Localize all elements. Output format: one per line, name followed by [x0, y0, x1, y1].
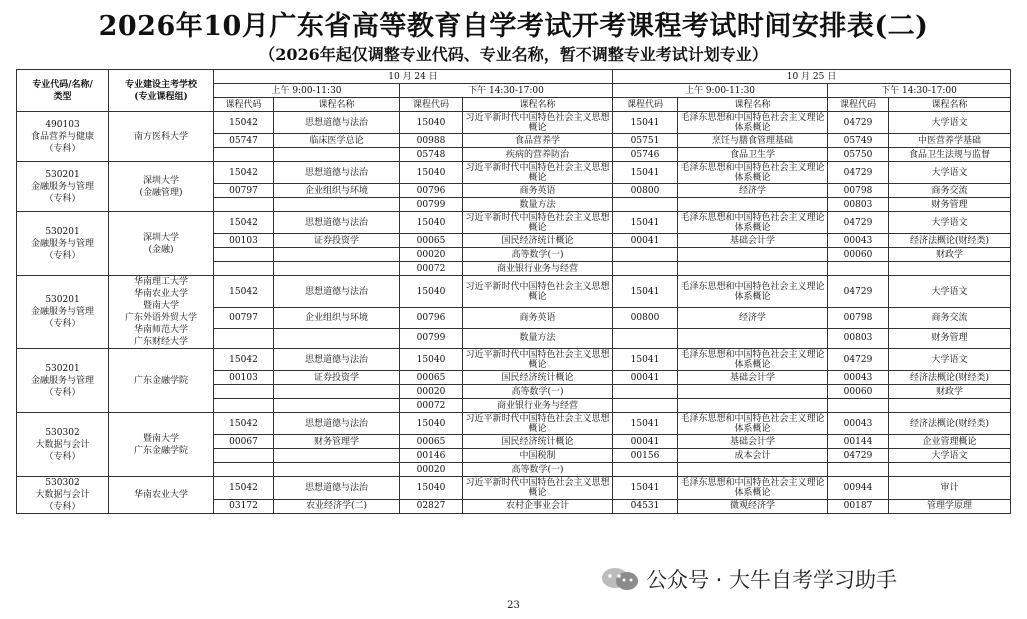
course-name-cell: 思想道德与法治 [274, 276, 400, 308]
course-name-cell: 高等数学(一) [463, 385, 613, 399]
course-name-cell: 大学语文 [889, 162, 1011, 184]
course-code-cell: 00187 [828, 499, 889, 513]
course-code-cell: 00803 [828, 328, 889, 348]
school-cell: 深圳大学 (金融管理) [109, 162, 214, 212]
course-code-cell: 05749 [828, 134, 889, 148]
course-code-cell: 15042 [214, 477, 274, 500]
course-code-cell [828, 262, 889, 276]
course-code-cell: 00799 [400, 328, 463, 348]
course-code-cell [613, 463, 678, 477]
major-cell: 490103 食品营养与健康 （专科） [17, 112, 109, 162]
document-title: 2026年10月广东省高等教育自学考试开考课程考试时间安排表(二) [98, 11, 929, 42]
course-name-cell: 证券投资学 [274, 234, 400, 248]
course-name-cell [678, 385, 828, 399]
course-name-cell: 大学语文 [889, 212, 1011, 234]
course-code-cell: 00800 [613, 308, 678, 328]
course-name-cell: 中国税制 [463, 449, 613, 463]
course-code-cell: 00065 [400, 435, 463, 449]
course-name-cell [889, 399, 1011, 413]
course-name-cell: 经济学 [678, 308, 828, 328]
course-code-cell: 03172 [214, 499, 274, 513]
course-code-cell: 15041 [613, 276, 678, 308]
course-name-cell: 财政学 [889, 248, 1011, 262]
course-code-cell: 00065 [400, 371, 463, 385]
course-name-cell: 思想道德与法治 [274, 349, 400, 371]
course-name-cell [274, 262, 400, 276]
course-name-cell [678, 463, 828, 477]
course-name-cell: 农村企事业会计 [463, 499, 613, 513]
course-name-cell: 商业银行业务与经营 [463, 399, 613, 413]
course-code-cell: 00799 [400, 198, 463, 212]
course-code-cell: 15041 [613, 112, 678, 134]
course-code-cell: 00072 [400, 399, 463, 413]
course-code-cell: 15040 [400, 276, 463, 308]
course-name-cell: 大学语文 [889, 349, 1011, 371]
course-name-cell: 毛泽东思想和中国特色社会主义理论体系概论 [678, 162, 828, 184]
course-name-cell: 大学语文 [889, 449, 1011, 463]
header-major: 专业代码/名称/ 类型 [17, 70, 109, 112]
course-code-cell [214, 463, 274, 477]
course-name-cell: 商务英语 [463, 184, 613, 198]
course-name-cell: 商务英语 [463, 308, 613, 328]
course-code-cell: 05747 [214, 134, 274, 148]
course-name-cell: 食品卫生学 [678, 148, 828, 162]
table-row [17, 212, 1011, 234]
course-name-cell: 管理学原理 [889, 499, 1011, 513]
watermark [598, 564, 903, 594]
course-code-cell: 15041 [613, 477, 678, 500]
course-name-cell: 大学语文 [889, 276, 1011, 308]
course-name-cell: 习近平新时代中国特色社会主义思想概论 [463, 212, 613, 234]
course-name-cell: 毛泽东思想和中国特色社会主义理论体系概论 [678, 212, 828, 234]
course-name-cell: 国民经济统计概论 [463, 435, 613, 449]
course-code-cell: 00797 [214, 308, 274, 328]
course-code-cell [613, 262, 678, 276]
course-name-cell [274, 248, 400, 262]
course-name-cell: 商务交流 [889, 184, 1011, 198]
exam-schedule-table [16, 69, 1011, 514]
major-cell: 530201 金融服务与管理 （专科） [17, 162, 109, 212]
header-day2-pm: 下午 14:30-17:00 [828, 84, 1011, 98]
header-day2-am: 上午 9:00-11:30 [613, 84, 828, 98]
header-code: 课程代码 [214, 98, 274, 112]
header-name: 课程名称 [678, 98, 828, 112]
school-cell: 华南理工大学 华南农业大学 暨南大学 广东外语外贸大学 华南师范大学 广东财经大学 [109, 276, 214, 349]
course-code-cell [828, 463, 889, 477]
course-code-cell: 00043 [828, 413, 889, 435]
course-name-cell: 习近平新时代中国特色社会主义思想概论 [463, 112, 613, 134]
course-name-cell: 审计 [889, 477, 1011, 500]
course-name-cell [678, 198, 828, 212]
course-code-cell: 00796 [400, 184, 463, 198]
watermark-text: 公众号 · 大牛自考学习助手 [646, 568, 898, 592]
table-row [17, 349, 1011, 371]
header-code: 课程代码 [613, 98, 678, 112]
course-code-cell: 00798 [828, 308, 889, 328]
course-code-cell: 00146 [400, 449, 463, 463]
course-code-cell [214, 262, 274, 276]
course-name-cell: 思想道德与法治 [274, 413, 400, 435]
course-code-cell: 00020 [400, 385, 463, 399]
course-name-cell: 经济法概论(财经类) [889, 413, 1011, 435]
course-code-cell: 15042 [214, 276, 274, 308]
course-code-cell: 00144 [828, 435, 889, 449]
course-name-cell: 企业组织与环境 [274, 308, 400, 328]
document-subtitle: （2026年起仅调整专业代码、专业名称，暂不调整专业考试计划专业） [259, 45, 768, 64]
course-name-cell: 习近平新时代中国特色社会主义思想概论 [463, 413, 613, 435]
course-code-cell: 15040 [400, 477, 463, 500]
course-code-cell [214, 449, 274, 463]
major-cell: 530201 金融服务与管理 （专科） [17, 212, 109, 276]
course-name-cell: 国民经济统计概论 [463, 371, 613, 385]
course-code-cell: 15040 [400, 212, 463, 234]
course-code-cell [613, 328, 678, 348]
course-name-cell: 习近平新时代中国特色社会主义思想概论 [463, 349, 613, 371]
course-code-cell: 00103 [214, 371, 274, 385]
course-code-cell: 15042 [214, 349, 274, 371]
course-name-cell: 食品营养学 [463, 134, 613, 148]
course-code-cell: 15041 [613, 349, 678, 371]
course-code-cell: 00156 [613, 449, 678, 463]
course-code-cell: 00060 [828, 248, 889, 262]
course-code-cell: 15041 [613, 413, 678, 435]
table-row [17, 112, 1011, 134]
course-code-cell: 02827 [400, 499, 463, 513]
course-name-cell: 财政学 [889, 385, 1011, 399]
course-code-cell: 00020 [400, 463, 463, 477]
course-name-cell: 商业银行业务与经营 [463, 262, 613, 276]
school-cell: 华南农业大学 [109, 477, 214, 514]
course-code-cell: 00103 [214, 234, 274, 248]
course-name-cell: 基础会计学 [678, 435, 828, 449]
course-name-cell [678, 399, 828, 413]
course-code-cell: 15040 [400, 162, 463, 184]
course-name-cell: 经济法概论(财经类) [889, 371, 1011, 385]
course-code-cell: 00041 [613, 371, 678, 385]
course-code-cell [214, 198, 274, 212]
course-name-cell: 疾病的营养防治 [463, 148, 613, 162]
course-code-cell: 00043 [828, 234, 889, 248]
course-name-cell [889, 262, 1011, 276]
course-name-cell: 大学语文 [889, 112, 1011, 134]
course-code-cell: 15042 [214, 413, 274, 435]
course-name-cell: 毛泽东思想和中国特色社会主义理论体系概论 [678, 276, 828, 308]
course-code-cell [613, 248, 678, 262]
course-code-cell [214, 148, 274, 162]
course-name-cell: 数量方法 [463, 198, 613, 212]
course-name-cell: 经济法概论(财经类) [889, 234, 1011, 248]
header-name: 课程名称 [274, 98, 400, 112]
course-code-cell: 05748 [400, 148, 463, 162]
course-name-cell [274, 385, 400, 399]
school-cell: 暨南大学 广东金融学院 [109, 413, 214, 477]
course-code-cell: 00072 [400, 262, 463, 276]
course-name-cell [274, 399, 400, 413]
course-name-cell: 中医营养学基础 [889, 134, 1011, 148]
course-code-cell: 04729 [828, 162, 889, 184]
course-code-cell: 05750 [828, 148, 889, 162]
course-name-cell: 食品卫生法规与监督 [889, 148, 1011, 162]
course-code-cell: 00800 [613, 184, 678, 198]
course-name-cell: 临床医学总论 [274, 134, 400, 148]
course-name-cell: 毛泽东思想和中国特色社会主义理论体系概论 [678, 349, 828, 371]
header-school: 专业建设主考学校 (专业课程组) [109, 70, 214, 112]
course-name-cell [678, 328, 828, 348]
header-name: 课程名称 [463, 98, 613, 112]
course-code-cell: 00988 [400, 134, 463, 148]
table-row [17, 413, 1011, 435]
course-name-cell [678, 262, 828, 276]
course-code-cell: 15042 [214, 212, 274, 234]
course-name-cell [274, 198, 400, 212]
course-code-cell [214, 248, 274, 262]
course-code-cell [214, 385, 274, 399]
header-day2: 10 月 25 日 [613, 70, 1011, 84]
course-name-cell: 基础会计学 [678, 234, 828, 248]
wechat-icon [600, 566, 640, 592]
course-code-cell: 05746 [613, 148, 678, 162]
course-name-cell: 农业经济学(二) [274, 499, 400, 513]
course-code-cell [613, 385, 678, 399]
course-name-cell: 思想道德与法治 [274, 112, 400, 134]
course-name-cell: 思想道德与法治 [274, 212, 400, 234]
course-name-cell: 习近平新时代中国特色社会主义思想概论 [463, 162, 613, 184]
course-name-cell [274, 463, 400, 477]
course-name-cell: 成本会计 [678, 449, 828, 463]
course-name-cell: 毛泽东思想和中国特色社会主义理论体系概论 [678, 413, 828, 435]
course-name-cell: 经济学 [678, 184, 828, 198]
course-code-cell: 00803 [828, 198, 889, 212]
major-cell: 530302 大数据与会计 （专科） [17, 477, 109, 514]
course-code-cell: 04729 [828, 112, 889, 134]
course-code-cell: 00041 [613, 435, 678, 449]
course-code-cell [828, 399, 889, 413]
course-name-cell: 企业管理概论 [889, 435, 1011, 449]
course-code-cell: 15041 [613, 162, 678, 184]
major-cell: 530302 大数据与会计 （专科） [17, 413, 109, 477]
course-name-cell: 毛泽东思想和中国特色社会主义理论体系概论 [678, 112, 828, 134]
course-name-cell: 国民经济统计概论 [463, 234, 613, 248]
header-day1-pm: 下午 14:30-17:00 [400, 84, 613, 98]
major-cell: 530201 金融服务与管理 （专科） [17, 349, 109, 413]
course-code-cell: 15041 [613, 212, 678, 234]
header-code: 课程代码 [828, 98, 889, 112]
header-code: 课程代码 [400, 98, 463, 112]
course-name-cell: 财务管理 [889, 198, 1011, 212]
course-code-cell: 04531 [613, 499, 678, 513]
course-code-cell [613, 399, 678, 413]
page-number: 23 [507, 600, 520, 611]
course-name-cell [274, 328, 400, 348]
course-name-cell: 基础会计学 [678, 371, 828, 385]
course-code-cell: 00796 [400, 308, 463, 328]
course-code-cell: 15040 [400, 112, 463, 134]
table-row [17, 276, 1011, 308]
course-code-cell: 15042 [214, 162, 274, 184]
course-name-cell: 思想道德与法治 [274, 477, 400, 500]
course-name-cell [274, 449, 400, 463]
course-code-cell: 00798 [828, 184, 889, 198]
course-code-cell: 00067 [214, 435, 274, 449]
course-code-cell: 00041 [613, 234, 678, 248]
header-day1-am: 上午 9:00-11:30 [214, 84, 400, 98]
header-name: 课程名称 [889, 98, 1011, 112]
school-cell: 广东金融学院 [109, 349, 214, 413]
course-code-cell [214, 328, 274, 348]
course-name-cell: 习近平新时代中国特色社会主义思想概论 [463, 276, 613, 308]
course-code-cell: 00797 [214, 184, 274, 198]
course-name-cell [274, 148, 400, 162]
table-row [17, 162, 1011, 184]
school-cell: 南方医科大学 [109, 112, 214, 162]
course-name-cell: 商务交流 [889, 308, 1011, 328]
course-code-cell: 00060 [828, 385, 889, 399]
course-code-cell [613, 198, 678, 212]
course-code-cell: 05751 [613, 134, 678, 148]
course-code-cell: 04729 [828, 212, 889, 234]
course-name-cell: 微观经济学 [678, 499, 828, 513]
school-cell: 深圳大学 (金融) [109, 212, 214, 276]
course-name-cell: 财务管理学 [274, 435, 400, 449]
course-code-cell: 00020 [400, 248, 463, 262]
major-cell: 530201 金融服务与管理 （专科） [17, 276, 109, 349]
course-name-cell: 数量方法 [463, 328, 613, 348]
course-name-cell: 财务管理 [889, 328, 1011, 348]
course-code-cell: 04729 [828, 276, 889, 308]
course-code-cell: 00944 [828, 477, 889, 500]
course-code-cell: 00065 [400, 234, 463, 248]
course-name-cell [678, 248, 828, 262]
course-code-cell [214, 399, 274, 413]
course-name-cell: 高等数学(一) [463, 463, 613, 477]
header-day1: 10 月 24 日 [214, 70, 613, 84]
course-code-cell: 15040 [400, 413, 463, 435]
course-name-cell: 毛泽东思想和中国特色社会主义理论体系概论 [678, 477, 828, 500]
course-code-cell: 00043 [828, 371, 889, 385]
course-code-cell: 04729 [828, 449, 889, 463]
course-name-cell: 企业组织与环境 [274, 184, 400, 198]
course-name-cell [889, 463, 1011, 477]
course-name-cell: 思想道德与法治 [274, 162, 400, 184]
course-code-cell: 04729 [828, 349, 889, 371]
course-code-cell: 15042 [214, 112, 274, 134]
course-name-cell: 高等数学(一) [463, 248, 613, 262]
course-name-cell: 习近平新时代中国特色社会主义思想概论 [463, 477, 613, 500]
course-name-cell: 烹饪与膳食管理基础 [678, 134, 828, 148]
table-row [17, 477, 1011, 500]
course-code-cell: 15040 [400, 349, 463, 371]
course-name-cell: 证券投资学 [274, 371, 400, 385]
